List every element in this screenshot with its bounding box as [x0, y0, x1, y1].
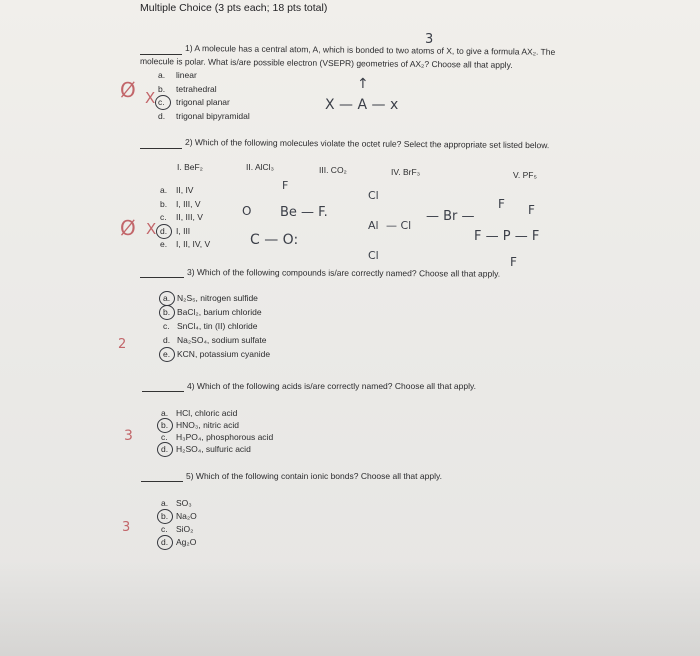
q2-option-a: II, IV — [176, 185, 194, 195]
q2-hw-cl-top: Cl — [368, 189, 379, 202]
q2-score-mark: Ø — [120, 216, 136, 240]
q4-option-c-letter: c. — [161, 432, 168, 442]
q1-option-d: trigonal bipyramidal — [176, 111, 250, 121]
q4-option-d: H₂SO₄, sulfuric acid — [176, 444, 251, 454]
q5-option-b-letter: b. — [161, 511, 169, 521]
q1-handwritten-3: 3 — [425, 32, 434, 47]
q4-circle-b — [157, 418, 173, 433]
q2-option-b: I, III, V — [176, 199, 201, 209]
q2-option-d-letter: d. — [160, 226, 168, 236]
q2-hw-al: Al — [368, 219, 379, 232]
q1-option-a-letter: a. — [158, 70, 166, 80]
q4-circle-d — [157, 442, 173, 457]
q1-stem-line1: 1) A molecule has a central atom, A, which is bonded to two atoms of X, to give a formula AX₂. The — [184, 43, 556, 57]
q3-option-d: Na₂SO₄, sodium sulfate — [177, 335, 267, 345]
q2-hw-pf-top: F — [498, 197, 505, 211]
q5-score-mark: 3 — [122, 520, 131, 535]
q1-stem-line2: molecule is polar. What is/are possible electron (VSEPR) geometries of AX₂? Choose all that apply. — [139, 56, 513, 70]
q4-option-a: HCl, chloric acid — [176, 408, 238, 418]
q3-option-c: SnCl₄, tin (II) chloride — [177, 321, 258, 331]
q2-molecule-4: IV. BrF₃ — [391, 167, 421, 177]
q3-option-b: BaCl₂, barium chloride — [177, 307, 262, 317]
q1-option-d-letter: d. — [158, 111, 166, 121]
q1-score-mark: Ø — [120, 78, 136, 102]
q2-molecule-5: V. PF₅ — [513, 170, 537, 180]
q5-answer-blank — [141, 481, 183, 482]
q2-hw-f-top: F — [282, 179, 289, 192]
q3-option-e: KCN, potassium cyanide — [177, 349, 271, 359]
q3-score-mark: 2 — [118, 337, 127, 352]
q2-circle-d — [156, 224, 172, 239]
q3-circle-a — [159, 291, 175, 306]
q5-option-d-letter: d. — [161, 537, 169, 547]
q5-option-a-letter: a. — [161, 498, 169, 508]
q2-option-e: I, II, IV, V — [176, 239, 211, 249]
q2-option-c: II, III, V — [176, 212, 203, 222]
q3-circle-e — [159, 347, 175, 362]
q2-stem: 2) Which of the following molecules violate the octet rule? Select the appropriate set listed below. — [184, 137, 550, 151]
q3-option-a: N₂S₅, nitrogen sulfide — [177, 293, 258, 303]
q1-circle-c — [155, 95, 171, 110]
q1-answer-blank — [140, 54, 182, 55]
q2-hw-o: O — [242, 204, 252, 218]
q2-option-e-letter: e. — [160, 239, 168, 249]
q1-option-c: trigonal planar — [176, 97, 230, 107]
q4-answer-blank — [142, 391, 184, 392]
q1-option-b-letter: b. — [158, 84, 166, 94]
q4-option-d-letter: d. — [161, 444, 169, 454]
q2-answer-blank — [140, 148, 182, 149]
q4-option-b-letter: b. — [161, 420, 169, 430]
q5-option-b: Na₂O — [176, 511, 197, 521]
q3-option-b-letter: b. — [163, 307, 171, 317]
q1-x-mark: X — [145, 89, 156, 107]
q3-circle-b — [159, 305, 175, 320]
q1-option-b: tetrahedral — [176, 84, 217, 94]
q3-option-d-letter: d. — [163, 335, 171, 345]
q3-answer-blank — [140, 277, 184, 278]
q2-hw-be: Be — F. — [280, 205, 328, 220]
q2-molecule-2: II. AlCl₃ — [246, 162, 275, 172]
q2-option-c-letter: c. — [160, 212, 167, 222]
q3-stem: 3) Which of the following compounds is/are correctly named? Choose all that apply. — [186, 267, 501, 279]
q3-option-c-letter: c. — [163, 321, 170, 331]
q2-hw-cl-bottom: Cl — [368, 249, 379, 262]
q2-hw-p-line: F — P — F — [474, 229, 540, 244]
q4-option-c: H₃PO₄, phosphorous acid — [176, 432, 274, 442]
q2-option-a-letter: a. — [160, 185, 168, 195]
q2-hw-co: C — O: — [250, 232, 299, 248]
q2-x-mark: X — [146, 220, 157, 238]
q4-stem: 4) Which of the following acids is/are correctly named? Choose all that apply. — [187, 381, 476, 391]
q4-option-b: HNO₃, nitric acid — [176, 420, 239, 430]
q2-option-b-letter: b. — [160, 199, 168, 209]
q1-handwritten-molecule: X — A — x — [325, 97, 399, 113]
q3-option-e-letter: e. — [163, 349, 171, 359]
q2-hw-pf-right: F — [528, 203, 535, 217]
q2-molecule-3: III. CO₂ — [319, 165, 347, 175]
q2-option-d: I, III — [176, 226, 191, 236]
q5-option-a: SO₃ — [176, 498, 192, 508]
q5-circle-d — [157, 535, 173, 550]
q1-option-c-letter: c. — [158, 97, 165, 107]
q5-option-c-letter: c. — [161, 524, 168, 534]
q1-handwritten-arrow: ↑ — [357, 76, 369, 92]
q5-option-d: Ag₂O — [176, 537, 197, 547]
q3-option-a-letter: a. — [163, 293, 171, 303]
q1-option-a: linear — [176, 70, 197, 80]
q2-hw-pf-bottom: F — [510, 255, 517, 269]
q4-option-a-letter: a. — [161, 408, 169, 418]
q4-score-mark: 3 — [124, 428, 133, 444]
q5-circle-b — [157, 509, 173, 524]
q5-stem: 5) Which of the following contain ionic bonds? Choose all that apply. — [186, 471, 442, 481]
q2-hw-br: — Br — — [426, 209, 475, 224]
q2-molecule-1: I. BeF₂ — [177, 162, 203, 172]
section-header: Multiple Choice (3 pts each; 18 pts total) — [140, 2, 328, 14]
paper-shadow — [0, 560, 700, 656]
q5-option-c: SiO₂ — [176, 524, 194, 534]
q2-hw-al-side: — Cl — [386, 219, 412, 232]
